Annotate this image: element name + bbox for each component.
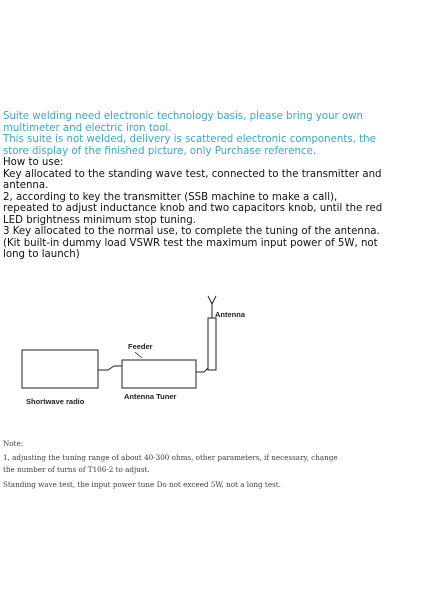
- instruction-line: 3 Key allocated to the normal use, to complete the tuning of the antenna.: [3, 226, 380, 237]
- shortwave-radio-box: [22, 350, 98, 388]
- tuner-label: Antenna Tuner: [124, 392, 177, 401]
- antenna-mast: [208, 318, 216, 370]
- intro-line: store display of the finished picture, only Purchase reference.: [3, 145, 317, 157]
- instruction-line: LED brightness minimum stop tuning.: [3, 214, 196, 226]
- instruction-line: 2, according to key the transmitter (SSB machine to make a call),: [3, 191, 338, 203]
- instructions-heading: How to use:: [3, 157, 64, 168]
- note-line: the number of turns of T106-2 to adjust.: [3, 465, 150, 474]
- instructions-text: [3, 157, 421, 261]
- instruction-line: antenna.: [3, 180, 49, 191]
- instruction-line: repeated to adjust inductance knob and two capacitors knob, until the red: [3, 203, 383, 214]
- radio-to-tuner-cable: [98, 366, 122, 370]
- intro-line: multimeter and electric iron tool.: [3, 122, 172, 134]
- intro-line: This suite is not welded, delivery is scattered electronic components, the: [3, 134, 376, 145]
- radio-label: Shortwave radio: [26, 397, 85, 406]
- wiring-diagram: [0, 290, 424, 420]
- intro-line: Suite welding need electronic technology basis, please bring your own: [3, 111, 363, 122]
- instruction-line: (Kit built-in dummy load VSWR test the maximum input power of 5W, not: [3, 237, 378, 249]
- note-line: 1, adjusting the tuning range of about 40-300 ohms, other parameters, if necessary, change: [3, 453, 338, 462]
- feeder-cable: [196, 368, 208, 372]
- feeder-label: Feeder: [128, 342, 153, 351]
- note-heading: Note:: [3, 439, 24, 448]
- feeder-pointer: [135, 352, 142, 358]
- antenna-label: Antenna: [215, 310, 245, 319]
- note-line: Standing wave test, the input power tune Do not exceed 5W, not a long test.: [3, 480, 281, 489]
- antenna-tuner-box: [122, 360, 196, 388]
- intro-text: [3, 111, 421, 157]
- instruction-line: long to launch): [3, 249, 80, 260]
- instruction-line: Key allocated to the standing wave test, connected to the transmitter and: [3, 168, 382, 180]
